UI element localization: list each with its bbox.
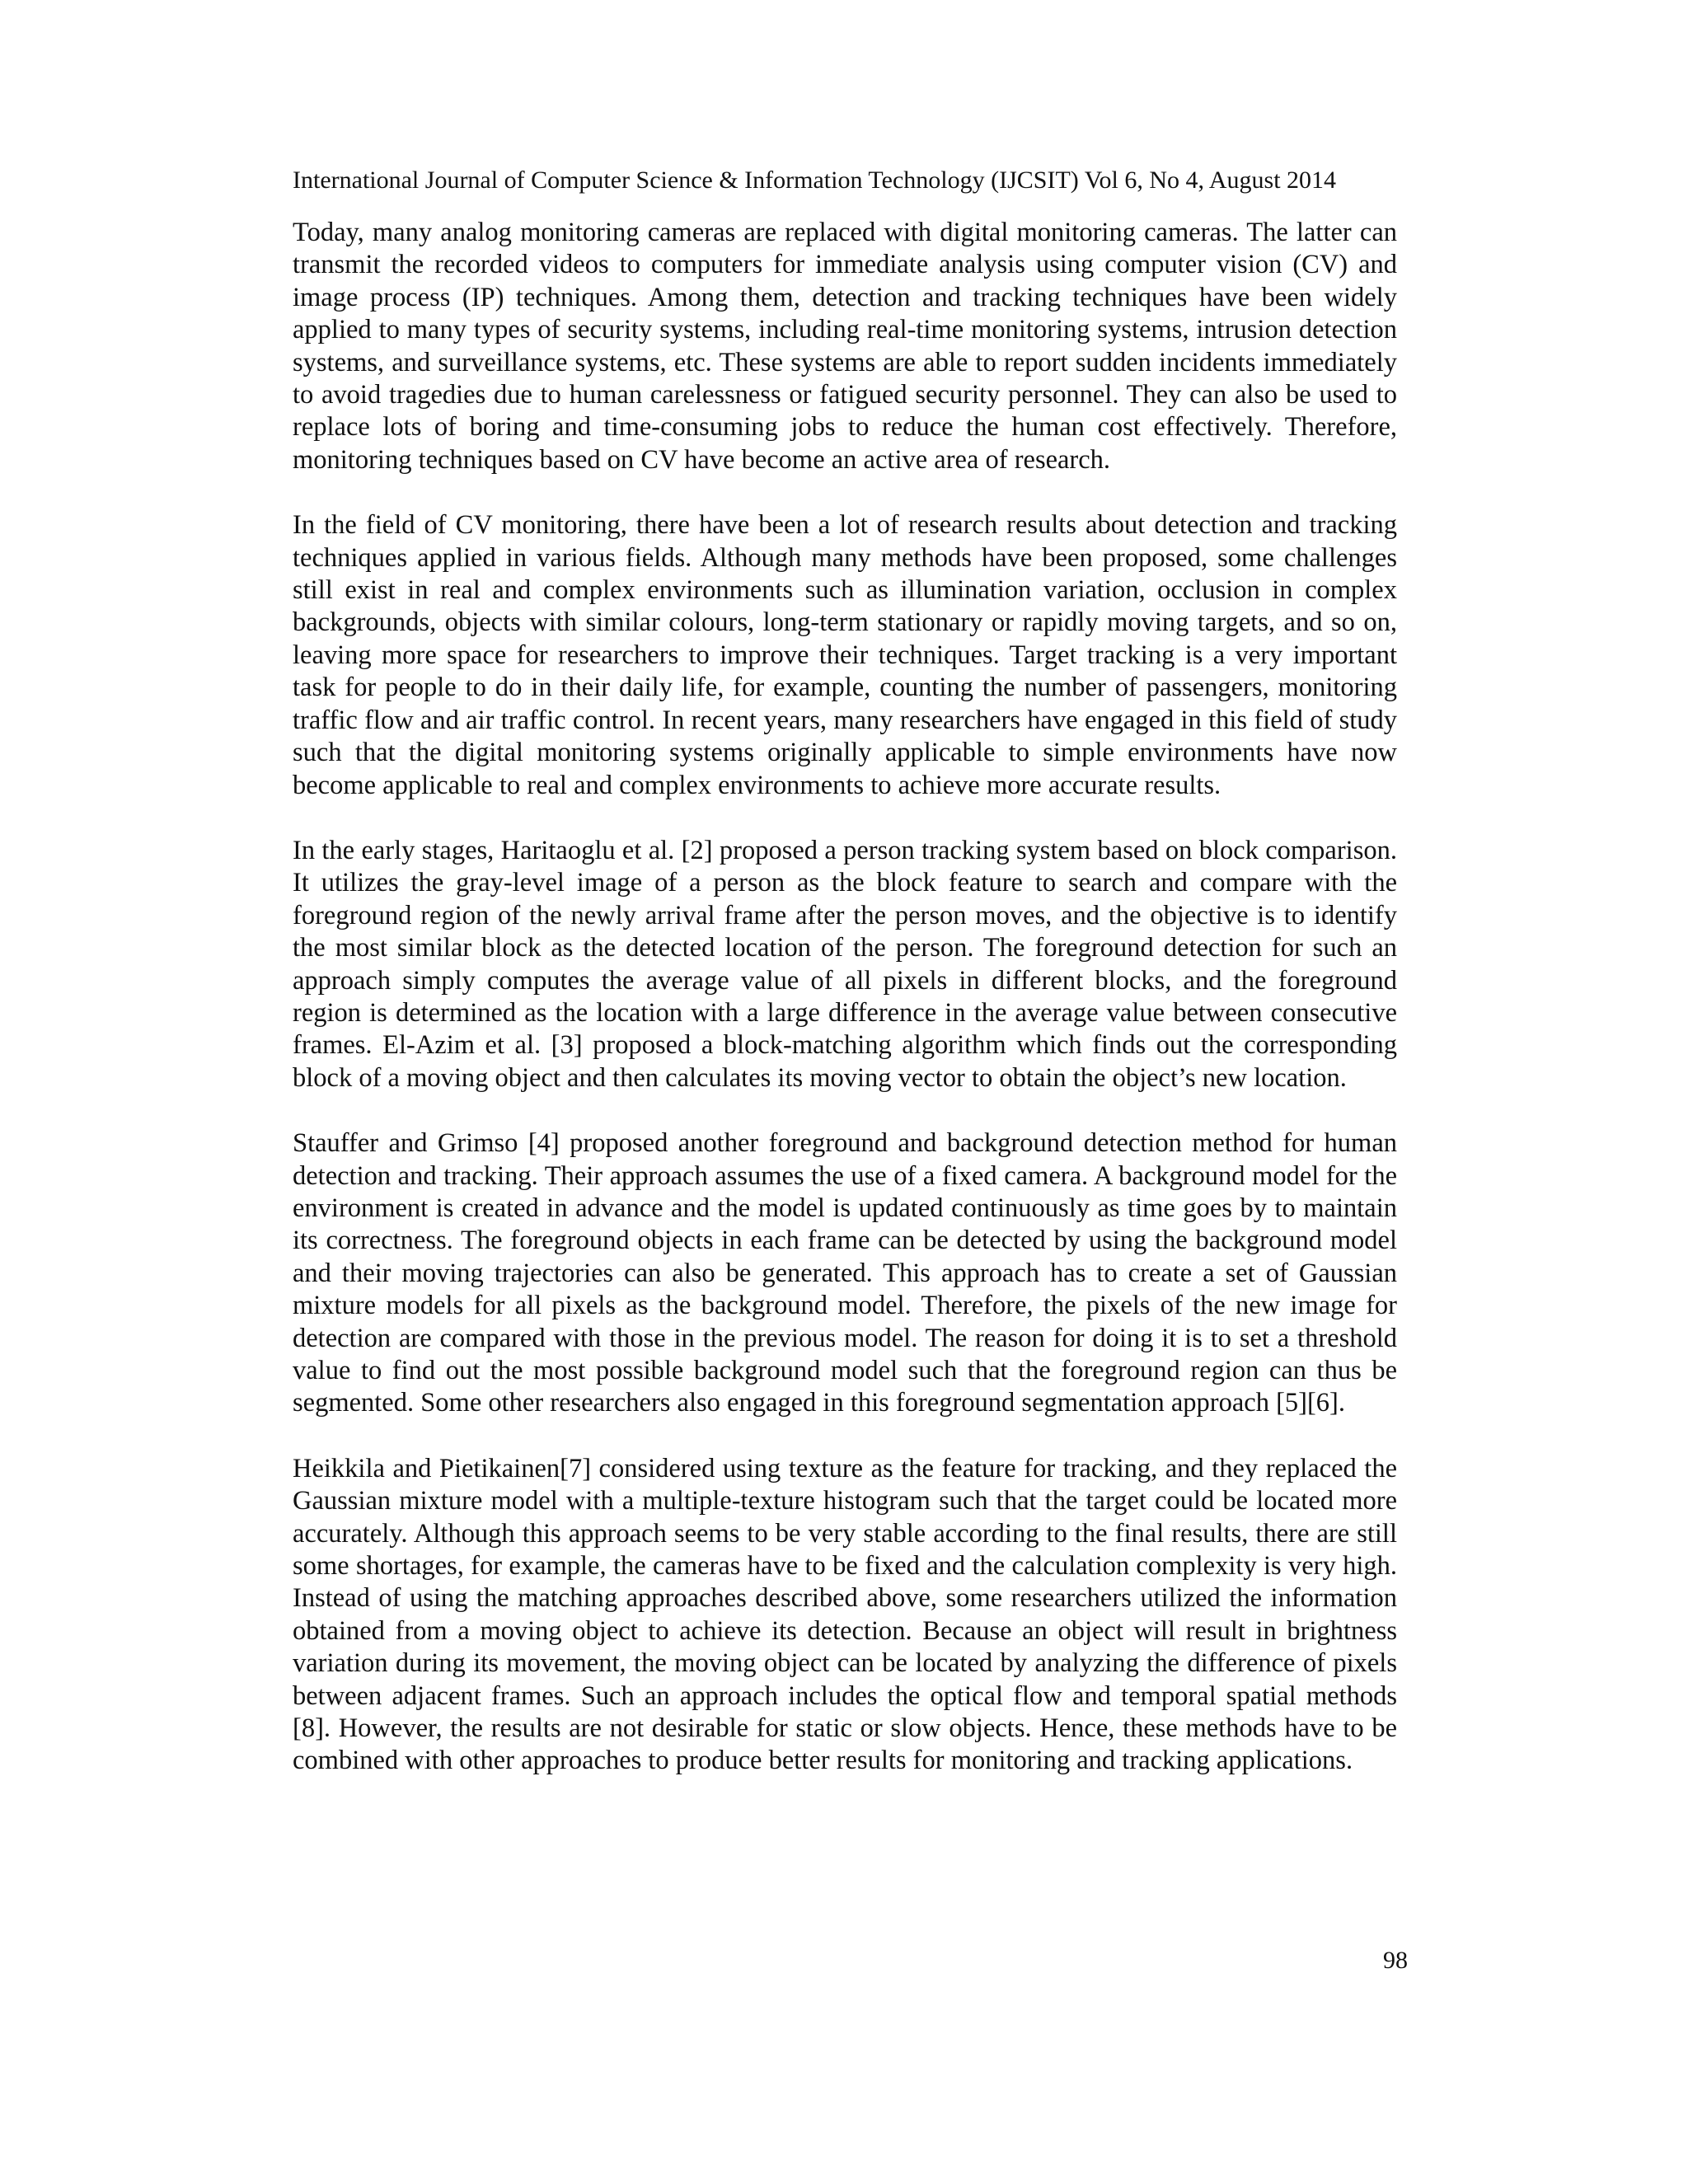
paragraph-gaussian-background-model: Stauffer and Grimso [4] proposed another foreground and background detection method for human detection and tracking. Their approach assumes the use of a fixed camera. A background model for the environment is created in advance and the model is updated continuously as time goes by to maintain its correctness. The foreground objects in each frame can be detected by using the background model and their moving trajectories can also be generated. This approach has to create a set of Gaussian mixture models for all pixels as the background model. Therefore, the pixels of the new image for detection are compared with those in the previous model. The reason for doing it is to set a threshold value to find out the most possible background model such that the foreground region can thus be segmented. Some other researchers also engaged in this foreground segmentation approach [5][6].: [293, 1128, 1397, 1418]
paragraph-cv-monitoring-challenges: In the field of CV monitoring, there have been a lot of research results about detection and tracking techniques applied in various fields. Although many methods have been proposed, some challenges still exist in real and complex environments such as illumination variation, occlusion in complex backgrounds, objects with similar colours, long-term stationary or rapidly moving targets, and so on, leaving more space for researchers to improve their techniques. Target tracking is a very important task for people to do in their daily life, for example, counting the number of passengers, monitoring traffic flow and air traffic control. In recent years, many researchers have engaged in this field of study such that the digital monitoring systems originally applicable to simple environments have now become applicable to real and complex environments to achieve more accurate results.: [293, 510, 1397, 800]
page-number: 98: [1383, 1947, 1408, 1974]
paragraph-block-comparison: In the early stages, Haritaoglu et al. [2] proposed a person tracking system based on block comparison. It utilizes the gray-level image of a person as the block feature to search and compare with the foreground region of the newly arrival frame after the person moves, and the objective is to identify the most similar block as the detected location of the person. The foreground detection for such an approach simply computes the average value of all pixels in different blocks, and the foreground region is determined as the location with a large difference in the average value between consecutive frames. El-Azim et al. [3] proposed a block-matching algorithm which finds out the corresponding block of a moving object and then calculates its moving vector to obtain the object’s new location.: [293, 835, 1397, 1093]
paragraph-texture-tracking: Heikkila and Pietikainen[7] considered using texture as the feature for tracking, and they replaced the Gaussian mixture model with a multiple-texture histogram such that the target could be located more accurately. Although this approach seems to be very stable according to the final results, there are still some shortages, for example, the cameras have to be fixed and the calculation complexity is very high. Instead of using the matching approaches described above, some researchers utilized the information obtained from a moving object to achieve its detection. Because an object will result in brightness variation during its movement, the moving object can be located by analyzing the difference of pixels between adjacent frames. Such an approach includes the optical flow and temporal spatial methods [8]. However, the results are not desirable for static or slow objects. Hence, these methods have to be combined with other approaches to produce better results for monitoring and tracking applications.: [293, 1453, 1397, 1776]
body-text: [293, 217, 1397, 1811]
running-header: International Journal of Computer Science & Information Technology (IJCSIT) Vol 6, No 4, August 2014: [293, 166, 1337, 194]
paragraph-intro-digital-monitoring: Today, many analog monitoring cameras are replaced with digital monitoring cameras. The latter can transmit the recorded videos to computers for immediate analysis using computer vision (CV) and image process (IP) techniques. Among them, detection and tracking techniques have been widely applied to many types of security systems, including real-time monitoring systems, intrusion detection systems, and surveillance systems, etc. These systems are able to report sudden incidents immediately to avoid tragedies due to human carelessness or fatigued security personnel. They can also be used to replace lots of boring and time-consuming jobs to reduce the human cost effectively. Therefore, monitoring techniques based on CV have become an active area of research.: [293, 218, 1397, 475]
